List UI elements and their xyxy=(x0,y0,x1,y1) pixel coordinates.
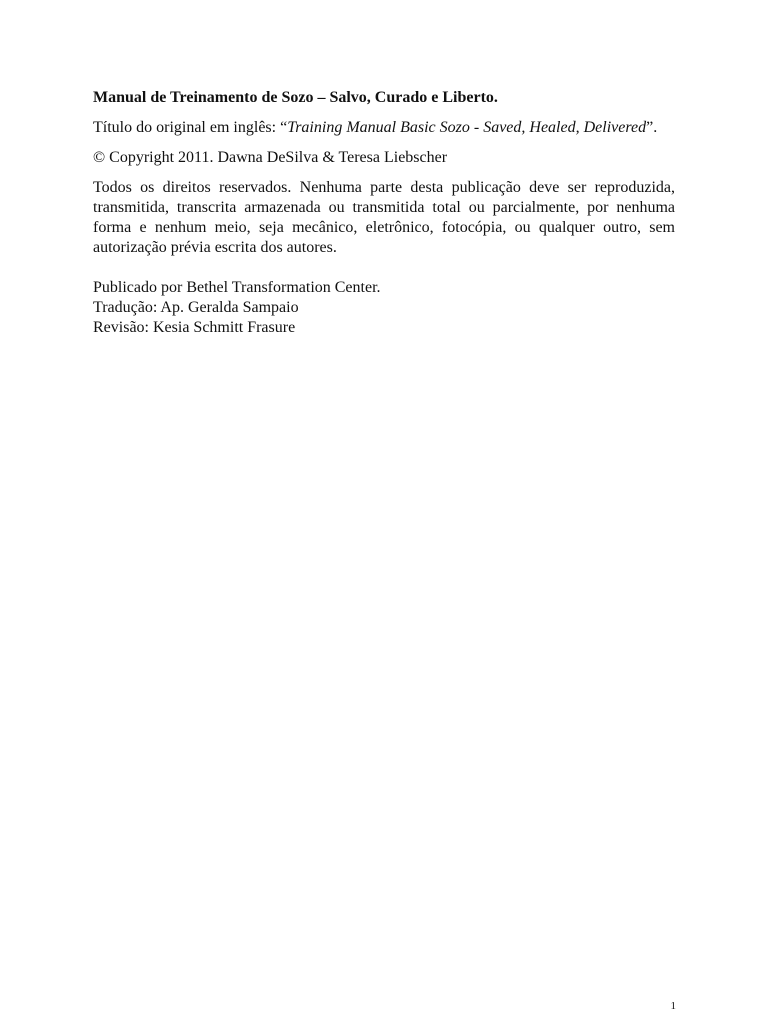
copyright-line xyxy=(93,148,675,168)
publisher-line: Publicado por Bethel Transformation Center. xyxy=(93,279,381,296)
original-title-suffix: ”. xyxy=(646,119,658,136)
document-page xyxy=(93,88,675,338)
spacer xyxy=(93,268,675,278)
original-title-prefix: Título do original em inglês: “ xyxy=(93,119,288,136)
original-title-line xyxy=(93,118,675,138)
original-title-italic: Training Manual Basic Sozo - Saved, Healed, Delivered xyxy=(287,119,647,136)
page-number: 1 xyxy=(670,1000,676,1012)
translation-line: Tradução: Ap. Geralda Sampaio xyxy=(93,299,299,316)
document-title: Manual de Treinamento de Sozo – Salvo, Curado e Liberto. xyxy=(93,89,498,106)
copyright-prefix: © Copyright xyxy=(93,149,179,166)
rights-paragraph: Todos os direitos reservados. Nenhuma parte desta publicação deve ser reproduzida, transmitida, transcrita armazenada ou transmitida total ou parcialmente, por nenhuma forma e nenhum meio, seja mecânico, eletrônico, fotocópia, ou qualquer outro, sem autorização prévia escrita dos autores. xyxy=(93,179,675,256)
copyright-year: 2011 xyxy=(178,149,210,166)
revision-line: Revisão: Kesia Schmitt Frasure xyxy=(93,319,296,336)
copyright-suffix: . Dawna DeSilva & Teresa Liebscher xyxy=(209,149,448,166)
